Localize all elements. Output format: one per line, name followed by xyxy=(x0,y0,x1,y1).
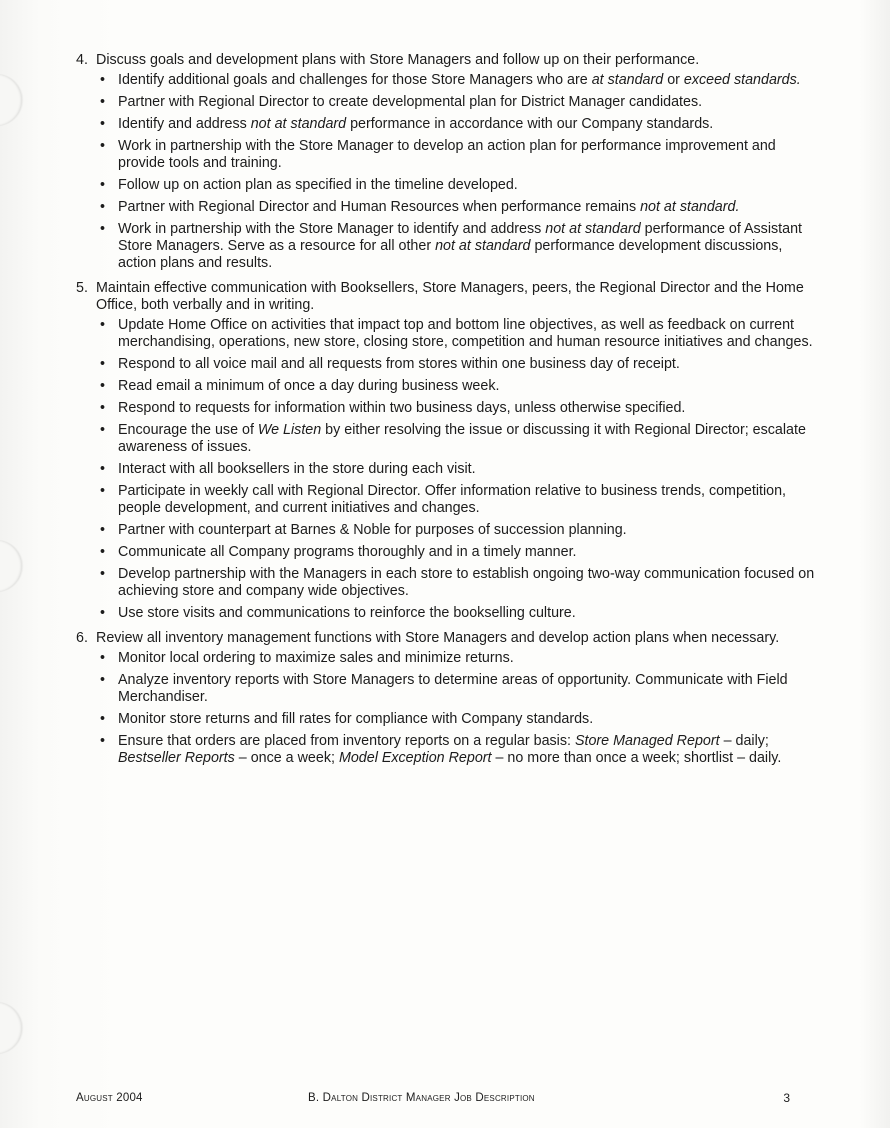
text-run: – daily; xyxy=(719,733,769,749)
italic-text: exceed standards. xyxy=(683,72,801,88)
bullet-item xyxy=(96,72,816,89)
bullet-point-icon: • xyxy=(100,711,106,727)
bullet-item xyxy=(96,566,816,600)
bullet-point-icon: • xyxy=(100,356,106,372)
bullet-point-icon: • xyxy=(100,605,106,621)
bullet-list xyxy=(96,317,816,622)
bullet-text xyxy=(118,461,476,477)
bullet-text xyxy=(118,177,518,193)
bullet-item xyxy=(96,138,816,172)
bullet-item xyxy=(96,711,816,728)
bullet-list xyxy=(96,72,816,272)
bullet-item xyxy=(96,522,816,539)
bullet-text xyxy=(118,711,593,727)
italic-text: not at standard. xyxy=(640,199,740,215)
section-6 xyxy=(76,630,816,767)
italic-text: not at standard xyxy=(545,221,641,237)
text-run: Respond to all voice mail and all requests from stores within one business day of receipt. xyxy=(118,356,680,372)
bullet-point-icon: • xyxy=(100,138,106,154)
text-run: Communicate all Company programs thoroughly and in a timely manner. xyxy=(118,544,577,560)
bullet-item xyxy=(96,94,816,111)
bullet-point-icon: • xyxy=(100,177,106,193)
text-run: performance of Assistant Store Managers. Serve as a resource for all other xyxy=(118,221,802,254)
text-run: Monitor local ordering to maximize sales and minimize returns. xyxy=(118,650,514,666)
section-heading: Review all inventory management functions with Store Managers and develop action plans when necessary. xyxy=(96,630,780,646)
bullet-item xyxy=(96,317,816,351)
text-run: Respond to requests for information within two business days, unless otherwise specified. xyxy=(118,400,686,416)
binder-hole xyxy=(0,540,22,592)
section-number: 4. xyxy=(76,52,88,68)
bullet-text xyxy=(118,138,776,171)
text-run: Follow up on action plan as specified in the timeline developed. xyxy=(118,177,518,193)
bullet-item xyxy=(96,733,816,767)
bullet-point-icon: • xyxy=(100,317,106,333)
text-run: Use store visits and communications to reinforce the bookselling culture. xyxy=(118,605,576,621)
text-run: or xyxy=(663,72,684,88)
bullet-point-icon: • xyxy=(100,544,106,560)
bullet-item xyxy=(96,116,816,133)
bullet-point-icon: • xyxy=(100,72,106,88)
bullet-item xyxy=(96,177,816,194)
bullet-point-icon: • xyxy=(100,199,106,215)
italic-text: not at standard xyxy=(435,238,531,254)
text-run: Ensure that orders are placed from inventory reports on a regular basis: xyxy=(118,733,575,749)
section-number: 5. xyxy=(76,280,88,296)
bullet-item xyxy=(96,422,816,456)
bullet-text xyxy=(118,422,806,455)
bullet-text xyxy=(118,94,702,110)
bullet-text xyxy=(118,356,680,372)
bullet-text xyxy=(118,221,802,271)
bullet-text xyxy=(118,378,499,394)
text-run: Work in partnership with the Store Manager to develop an action plan for performance improvement and provide tools and training. xyxy=(118,138,776,171)
text-run: Partner with Regional Director and Human Resources when performance remains xyxy=(118,199,641,215)
bullet-text xyxy=(118,72,801,88)
bullet-text xyxy=(118,116,713,132)
italic-text: at standard xyxy=(591,72,664,88)
text-run: Update Home Office on activities that impact top and bottom line objectives, as well as feedback on current merchandising, operations, new store, closing store, competition and human resource initiatives and changes. xyxy=(118,317,813,350)
bullet-point-icon: • xyxy=(100,461,106,477)
bullet-point-icon: • xyxy=(100,483,106,499)
section-number: 6. xyxy=(76,630,88,646)
footer-document-title: B. Dalton District Manager Job Description xyxy=(308,1092,535,1104)
italic-text: Model Exception Report xyxy=(338,750,492,766)
bullet-point-icon: • xyxy=(100,378,106,394)
text-run: Interact with all booksellers in the store during each visit. xyxy=(118,461,476,477)
text-run: performance in accordance with our Company standards. xyxy=(346,116,714,132)
text-run: Analyze inventory reports with Store Managers to determine areas of opportunity. Communicate with Field Merchandiser. xyxy=(118,672,788,705)
section-4 xyxy=(76,52,816,272)
bullet-item xyxy=(96,400,816,417)
bullet-item xyxy=(96,378,816,395)
bullet-point-icon: • xyxy=(100,522,106,538)
binder-hole xyxy=(0,74,22,126)
bullet-point-icon: • xyxy=(100,422,106,438)
section-heading: Discuss goals and development plans with Store Managers and follow up on their performance. xyxy=(96,52,700,68)
bullet-item xyxy=(96,221,816,272)
bullet-point-icon: • xyxy=(100,94,106,110)
bullet-item xyxy=(96,199,816,216)
italic-text: Store Managed Report xyxy=(574,733,720,749)
text-run: by either resolving the issue or discussing it with Regional Director; escalate awareness of issues. xyxy=(118,422,806,455)
text-run: Partner with Regional Director to create developmental plan for District Manager candidates. xyxy=(118,94,703,110)
text-run: – no more than once a week; shortlist – daily. xyxy=(491,750,782,766)
section-5 xyxy=(76,280,816,622)
bullet-text xyxy=(118,733,781,766)
italic-text: not at standard xyxy=(250,116,347,132)
bullet-text xyxy=(118,605,576,621)
italic-text: We Listen xyxy=(257,422,322,438)
bullet-item xyxy=(96,650,816,667)
bullet-point-icon: • xyxy=(100,116,106,132)
bullet-point-icon: • xyxy=(100,672,106,688)
bullet-point-icon: • xyxy=(100,733,106,749)
bullet-item xyxy=(96,605,816,622)
bullet-text xyxy=(118,650,514,666)
bullet-text xyxy=(118,400,685,416)
text-run: Develop partnership with the Managers in each store to establish ongoing two-way communication focused on achieving store and company wide objectives. xyxy=(118,566,815,599)
binder-hole xyxy=(0,1002,22,1054)
text-run: Encourage the use of xyxy=(118,422,258,438)
bullet-item xyxy=(96,461,816,478)
bullet-text xyxy=(118,672,788,705)
text-run: – once a week; xyxy=(234,750,339,766)
text-run: performance development discussions, action plans and results. xyxy=(118,238,783,271)
text-run: Identify additional goals and challenges for those Store Managers who are xyxy=(118,72,592,88)
bullet-text xyxy=(118,522,627,538)
bullet-text xyxy=(118,317,813,350)
italic-text: Bestseller Reports xyxy=(118,750,235,766)
text-run: Work in partnership with the Store Manager to identify and address xyxy=(118,221,546,237)
bullet-item xyxy=(96,672,816,706)
bullet-item xyxy=(96,483,816,517)
text-run: Participate in weekly call with Regional Director. Offer information relative to business trends, competition, people development, and current initiatives and changes. xyxy=(118,483,787,516)
document-body xyxy=(76,52,816,775)
text-run: Identify and address xyxy=(118,116,251,132)
bullet-item xyxy=(96,544,816,561)
bullet-item xyxy=(96,356,816,373)
bullet-text xyxy=(118,483,786,516)
page-number: 3 xyxy=(783,1091,790,1105)
bullet-text xyxy=(118,544,577,560)
bullet-point-icon: • xyxy=(100,400,106,416)
text-run: Partner with counterpart at Barnes & Noble for purposes of succession planning. xyxy=(118,522,627,538)
bullet-list xyxy=(96,650,816,767)
bullet-point-icon: • xyxy=(100,566,106,582)
bullet-text xyxy=(118,199,739,215)
text-run: Monitor store returns and fill rates for compliance with Company standards. xyxy=(118,711,594,727)
text-run: Read email a minimum of once a day during business week. xyxy=(118,378,500,394)
bullet-point-icon: • xyxy=(100,650,106,666)
footer-date: August 2004 xyxy=(76,1092,143,1104)
bullet-point-icon: • xyxy=(100,221,106,237)
section-heading: Maintain effective communication with Booksellers, Store Managers, peers, the Regional Director and the Home Office, both verbally and in writing. xyxy=(96,280,804,313)
bullet-text xyxy=(118,566,814,599)
